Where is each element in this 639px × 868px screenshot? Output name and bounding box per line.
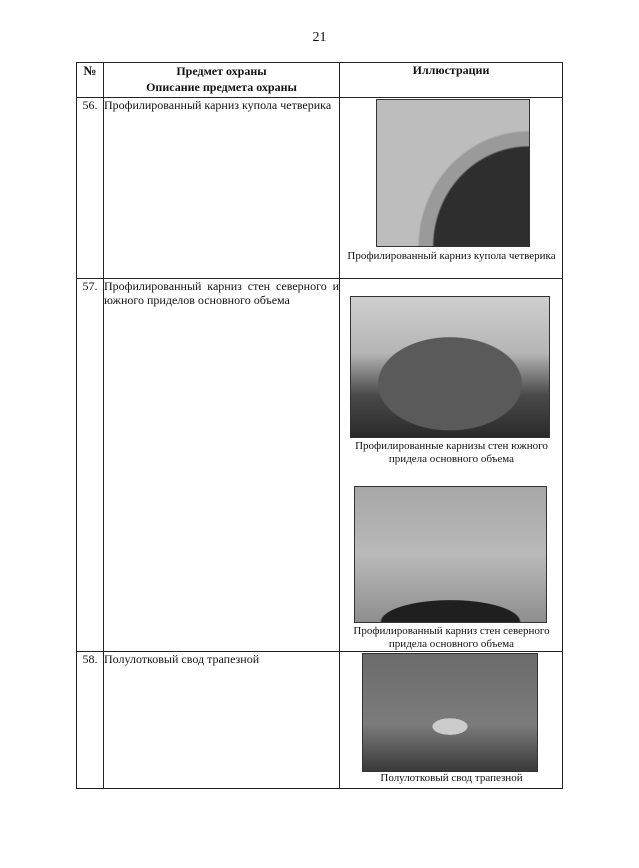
row-illustrations <box>340 279 563 652</box>
row-illustrations <box>340 98 563 279</box>
row-description: Полулотковый свод трапезной <box>104 652 340 789</box>
illustration-image <box>376 99 530 247</box>
protection-subjects-table <box>76 62 563 789</box>
illustration-image <box>354 486 547 623</box>
illustration-image <box>362 653 538 772</box>
row-description: Профилированный карниз купола четверика <box>104 98 340 279</box>
header-subject <box>104 63 340 98</box>
illustration-image <box>350 296 550 438</box>
page-number: 21 <box>312 30 327 45</box>
table-row <box>77 279 563 652</box>
illustration-caption: Профилированный карниз стен северного придела основного объема <box>353 625 550 650</box>
row-number: 57. <box>77 279 104 652</box>
row-description: Профилированный карниз стен северного и южного приделов основного объема <box>104 279 340 652</box>
table-row <box>77 652 563 789</box>
row-number: 58. <box>77 652 104 789</box>
illustration-caption: Профилированный карниз купола четверика <box>347 250 556 262</box>
illustration-caption: Полулотковый свод трапезной <box>380 772 523 784</box>
header-subject-title: Предмет охраны <box>176 64 267 78</box>
table-header-row <box>77 63 563 98</box>
table-row <box>77 98 563 279</box>
header-subject-description: Описание предмета охраны <box>146 80 297 94</box>
row-number: 56. <box>77 98 104 279</box>
header-num: № <box>77 63 104 98</box>
row-illustrations <box>340 652 563 789</box>
header-illustrations: Иллюстрации <box>340 63 563 98</box>
illustration-caption: Профилированные карнизы стен южного придела основного объема <box>355 440 548 465</box>
